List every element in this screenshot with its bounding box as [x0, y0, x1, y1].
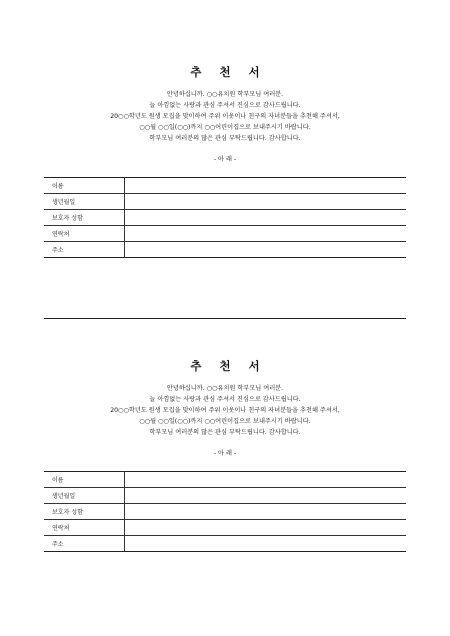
greeting-text: [44, 89, 406, 144]
greeting-line: 안녕하십니까. ○○유치원 학부모님 여러분.: [166, 91, 284, 98]
greeting-line: ○○월 ○○일(○○)까지 ○○어린이집으로 보내주시기 바랍니다.: [139, 124, 311, 131]
table-row: [44, 488, 406, 504]
birthdate-field[interactable]: [125, 194, 407, 210]
field-label-guardian: 보호자 성함: [44, 504, 125, 520]
greeting-line: 20○○학년도 원생 모집을 맞이하여 주위 이웃이나 친구의 자녀분들을 추천해 주셔서,: [110, 407, 340, 414]
greeting-text: [44, 383, 406, 438]
recommendation-form-2: [44, 358, 406, 552]
greeting-line: 학부모님 여러분의 많은 관심 부탁드립니다. 감사합니다.: [149, 135, 301, 142]
table-row: [44, 210, 406, 226]
table-row: [44, 536, 406, 552]
guardian-field[interactable]: [125, 504, 407, 520]
greeting-line: ○○월 ○○일(○○)까지 ○○어린이집으로 보내주시기 바랍니다.: [139, 418, 311, 425]
field-label-address: 주소: [44, 242, 125, 258]
greeting-line: 20○○학년도 원생 모집을 맞이하여 주위 이웃이나 친구의 자녀분들을 추천해 주셔서,: [110, 113, 340, 120]
birthdate-field[interactable]: [125, 488, 407, 504]
field-label-guardian: 보호자 성함: [44, 210, 125, 226]
table-row: [44, 194, 406, 210]
section-note: - 아 래 -: [213, 156, 237, 163]
address-field[interactable]: [125, 536, 407, 552]
table-row: [44, 504, 406, 520]
table-row: [44, 242, 406, 258]
field-label-birthdate: 생년월일: [44, 488, 125, 504]
name-field[interactable]: [125, 472, 407, 488]
field-label-name: 이름: [44, 472, 125, 488]
form-title: 추 천 서: [190, 65, 267, 79]
field-label-name: 이름: [44, 178, 125, 194]
field-label-birthdate: 생년월일: [44, 194, 125, 210]
greeting-line: 학부모님 여러분의 많은 관심 부탁드립니다. 감사합니다.: [149, 429, 301, 436]
table-row: [44, 226, 406, 242]
greeting-line: 늘 아낌없는 사랑과 관심 주셔서 진심으로 감사드립니다.: [149, 102, 301, 109]
table-row: [44, 178, 406, 194]
field-label-address: 주소: [44, 536, 125, 552]
section-note: - 아 래 -: [213, 450, 237, 457]
field-label-contact: 연락처: [44, 520, 125, 536]
greeting-line: 안녕하십니까. ○○유치원 학부모님 여러분.: [166, 385, 284, 392]
table-row: [44, 472, 406, 488]
contact-field[interactable]: [125, 520, 407, 536]
address-field[interactable]: [125, 242, 407, 258]
cut-line: [44, 318, 406, 319]
info-table: [44, 471, 406, 552]
table-row: [44, 520, 406, 536]
recommendation-form-1: [44, 64, 406, 258]
form-title: 추 천 서: [190, 359, 267, 373]
field-label-contact: 연락처: [44, 226, 125, 242]
contact-field[interactable]: [125, 226, 407, 242]
info-table: [44, 177, 406, 258]
greeting-line: 늘 아낌없는 사랑과 관심 주셔서 진심으로 감사드립니다.: [149, 396, 301, 403]
guardian-field[interactable]: [125, 210, 407, 226]
name-field[interactable]: [125, 178, 407, 194]
